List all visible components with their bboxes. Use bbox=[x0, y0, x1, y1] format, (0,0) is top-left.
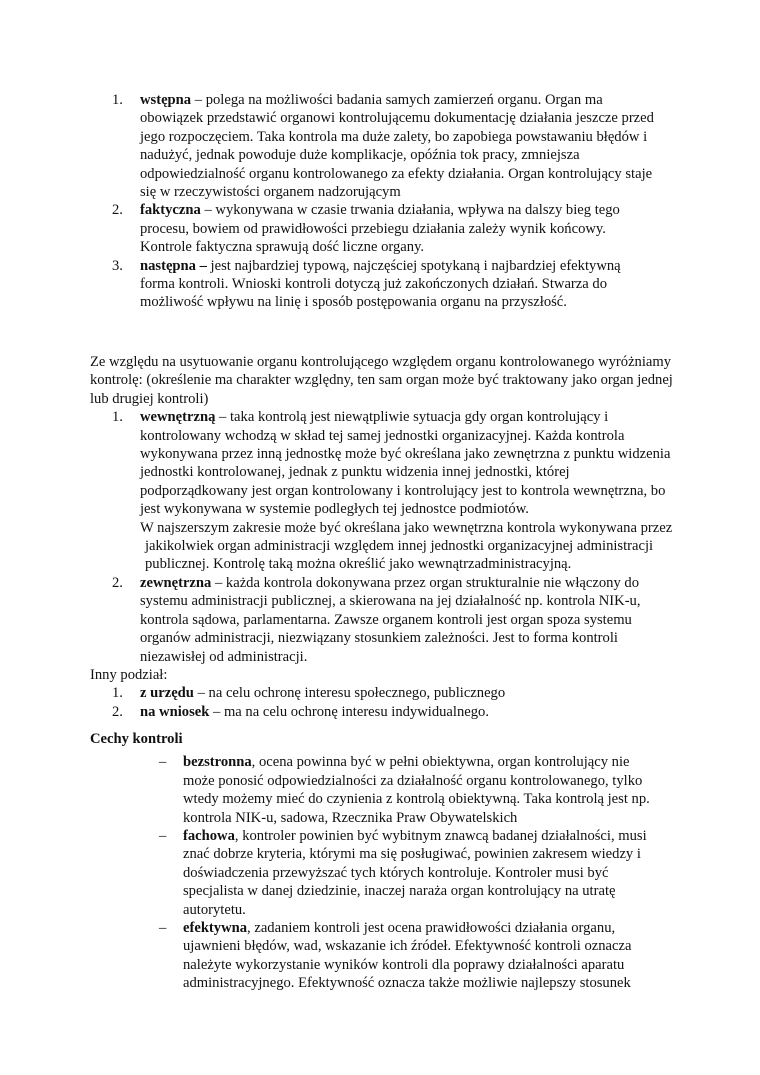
item-text: – polega na możliwości badania samych zamierzeń organu. Organ ma obowiązek przedstawić organowi kontrolującemu dokumentację działania jeszcze przed jego rozpoczęciem. Taka kontrola ma duże zalety, bo zapobiega powstawaniu błędów i nadużyć, jednak powoduje duże komplikacje, opóźnia tok pracy, zmniejsza odpowiedzialność organu kontrolowanego za efekty działania. Organ kontrolujący staje się w rzeczywistości organem nadzorującym bbox=[140, 92, 654, 201]
section-intro: Ze względu na usytuowanie organu kontrolującego względem organu kontrolowanego wyróżniamy kontrolę: (określenie ma charakter względny, ten sam organ może być traktowany jako organ jednej lub drugiej kontroli) bbox=[90, 354, 673, 407]
item-term: następna – bbox=[140, 257, 207, 274]
item-text: , ocena powinna być w pełni obiektywna, organ kontrolujący nie może ponosić odpowiedzialności za działalność organu kontrolowanego, tylko wtedy możemy mieć do czynienia z kontrolą obiektywną. Taka kontrolą jest np. kontrola NIK-u, sadowa, Rzecznika Praw Obywatelskich bbox=[183, 754, 650, 826]
item-text: jest najbardziej typową, najczęściej spotykaną i najbardziej efektywną forma kontroli. Wnioski kontroli dotyczą już zakończonych działań. Stwarza do możliwość wpływu na linię i sposób postępowania organu na przyszłość. bbox=[140, 257, 621, 311]
dash-bullet: – bbox=[159, 828, 167, 845]
item-text: – ma na celu ochronę interesu indywidualnego. bbox=[209, 703, 489, 720]
item-text: – na celu ochronę interesu społecznego, publicznego bbox=[193, 685, 506, 702]
item-number: 1. bbox=[112, 685, 123, 702]
item-term: zewnętrzna bbox=[140, 574, 212, 591]
item-text: , zadaniem kontroli jest ocena prawidłowości działania organu, ujawnieni błędów, wad, wskazanie ich źródeł. Efektywność kontroli oznacza należyte wykorzystanie wyników kontroli dla poprawy działalności aparatu administracyjnego. Efektywność oznacza także możliwie najlepszy stosunek bbox=[183, 920, 632, 992]
dash-bullet: – bbox=[159, 920, 167, 937]
item-text: – każda kontrola dokonywana przez organ strukturalnie nie włączony do systemu administracji publicznej, a skierowana na jej działalność np. kontrola NIK-u, kontrola sądowa, parlamentarna. Zawsze organem kontroli jest organ spoza systemu organów administracji, niezwiązany stosunkiem zależności. Jest to forma kontroli niezawisłej od administracji. bbox=[140, 574, 641, 665]
item-term: fachowa bbox=[183, 828, 235, 845]
item-extra: W najszerszym zakresie może być określana jako wewnętrzna kontrola wykonywana przez jakikolwiek organ administracji względem innej jednostki organizacyjnej administracji publicznej. Kontrolę taką można określić jako wewnątrzadministracyjną. bbox=[140, 519, 673, 573]
list-item bbox=[159, 827, 655, 919]
control-timing-list bbox=[112, 91, 657, 312]
list-item bbox=[159, 919, 655, 993]
list-item bbox=[112, 703, 675, 721]
dash-bullet: – bbox=[159, 754, 167, 771]
section-intro: Inny podział: bbox=[90, 666, 168, 683]
item-number: 2. bbox=[112, 703, 123, 720]
item-term: z urzędu bbox=[140, 685, 194, 702]
list-item bbox=[112, 408, 675, 574]
item-text: – taka kontrolą jest niewątpliwie sytuacja gdy organ kontrolujący i kontrolowany wchodzą w skład tej samej jednostki organizacyjnej. Każda kontrola wykonywana przez inną jednostkę może być określana jako zewnętrzna z punktu widzenia jednostki kontrolowanej, jednak z punktu widzenia innej jednostki, której podporządkowany jest organ kontrolowany i kontrolujący jest to kontrola wewnętrzna, bo jest wykonywana w systemie podległych tej jednostce podmiotów. bbox=[140, 409, 671, 518]
item-term: bezstronna bbox=[183, 754, 252, 771]
item-number: 1. bbox=[112, 409, 123, 426]
item-number: 1. bbox=[112, 92, 123, 108]
item-term: wstępna bbox=[140, 92, 192, 108]
control-location-section bbox=[90, 353, 675, 721]
list-item bbox=[112, 257, 657, 312]
list-item bbox=[112, 684, 675, 702]
item-term: na wniosek bbox=[140, 703, 210, 720]
item-number: 2. bbox=[112, 202, 123, 219]
item-number: 3. bbox=[112, 257, 123, 274]
list-item bbox=[112, 201, 657, 256]
item-number: 2. bbox=[112, 574, 123, 591]
list-item bbox=[159, 753, 655, 827]
item-term: faktyczna bbox=[140, 202, 201, 219]
control-features-section bbox=[90, 730, 675, 993]
item-term: efektywna bbox=[183, 920, 248, 937]
item-text: – wykonywana w czasie trwania działania, wpływa na dalszy bieg tego procesu, bowiem od prawidłowości przebiegu działania zależy wynik końcowy. Kontrole faktyczna sprawują dość liczne organy. bbox=[140, 202, 620, 256]
list-item bbox=[112, 91, 657, 201]
item-term: wewnętrzną bbox=[140, 409, 216, 426]
section-heading: Cechy kontroli bbox=[90, 731, 183, 747]
item-text: , kontroler powinien być wybitnym znawcą badanej działalności, musi znać dobrze kryteria, którymi ma się posługiwać, powinien zakresem wiedzy i doświadczenia przewyższać tych których kontroluje. Kontroler musi być specjalista w danej dziedzinie, inaczej naraża organ kontrolujący na utratę autorytetu. bbox=[183, 828, 647, 918]
list-item bbox=[112, 574, 675, 666]
